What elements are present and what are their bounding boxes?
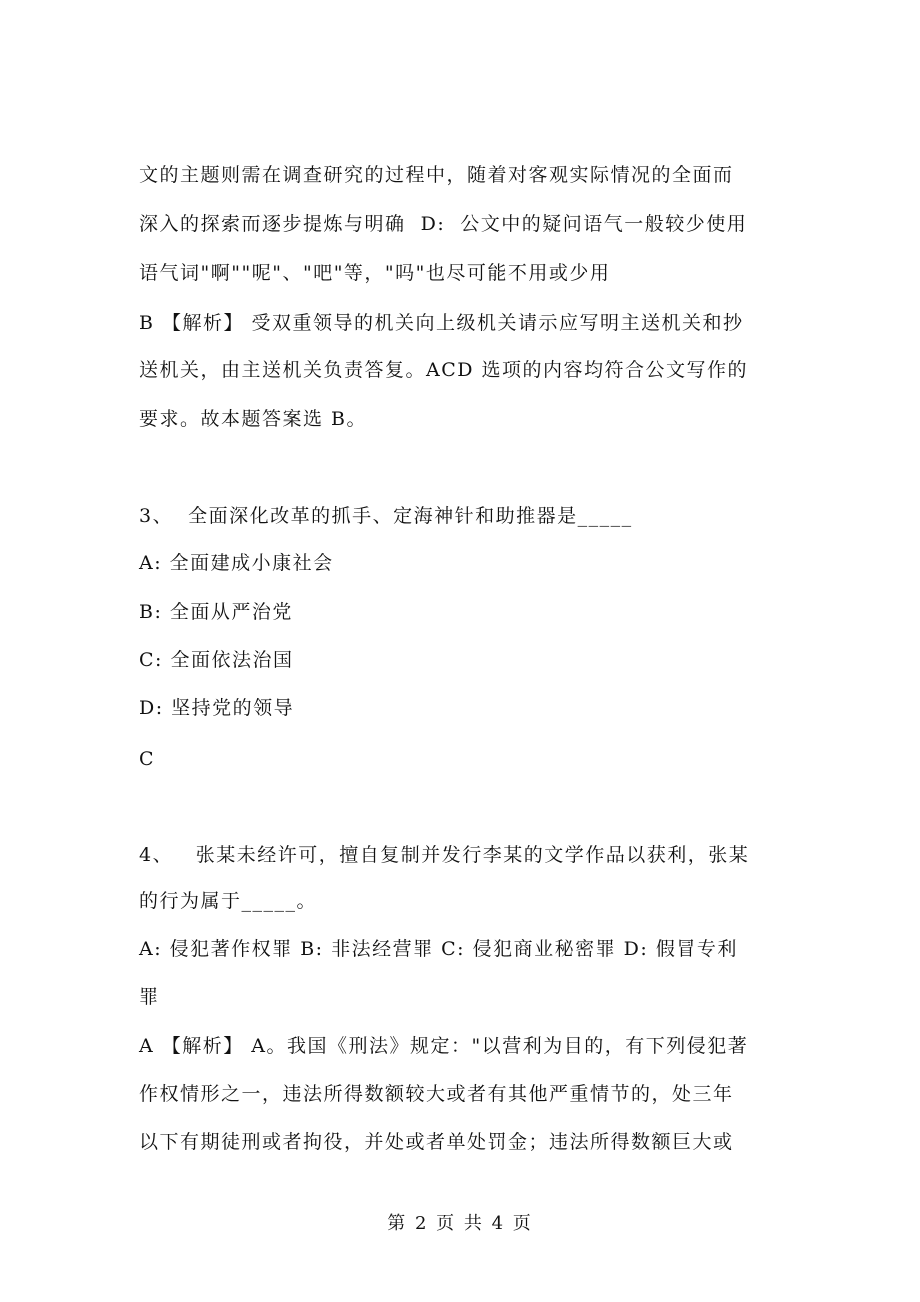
text-line: 罪 [139,986,160,1008]
text-line: 深入的探索而逐步提炼与明确 D: 公文中的疑问语气一般较少使用 [139,213,748,235]
text-line: 要求。故本题答案选 B。 [139,408,368,430]
text-line: 的行为属于_____。 [139,890,318,912]
answer-line: B 【解析】 受双重领导的机关向上级机关请示应写明主送机关和抄 [139,312,744,334]
text-line: 作权情形之一，违法所得数额较大或者有其他严重情节的，处三年 [139,1083,734,1105]
option-b: B: 全面从严治党 [139,601,293,623]
answer-line: A 【解析】 A。我国《刑法》规定："以营利为目的，有下列侵犯著 [139,1035,749,1057]
option-c: C: 全面依法治国 [139,649,294,671]
option-a: A: 全面建成小康社会 [139,552,334,574]
text-line: 语气词"啊""呢"、"吧"等，"吗"也尽可能不用或少用 [139,262,611,284]
option-d: D: 坚持党的领导 [139,697,295,719]
question-4: 4、 张某未经许可，擅自复制并发行李某的文学作品以获利，张某 [139,844,750,866]
text-line: 送机关，由主送机关负责答复。ACD 选项的内容均符合公文写作的 [139,359,749,381]
question-3: 3、 全面深化改革的抓手、定海神针和助推器是_____ [139,505,633,527]
page-number-footer: 第 2 页 共 4 页 [387,1213,533,1234]
text-line: 以下有期徒刑或者拘役，并处或者单处罚金；违法所得数额巨大或 [139,1131,734,1153]
text-line: 文的主题则需在调查研究的过程中，随着对客观实际情况的全面而 [139,164,734,186]
options-line: A: 侵犯著作权罪 B: 非法经营罪 C: 侵犯商业秘密罪 D: 假冒专利 [139,938,738,960]
answer-line: C [139,748,156,770]
